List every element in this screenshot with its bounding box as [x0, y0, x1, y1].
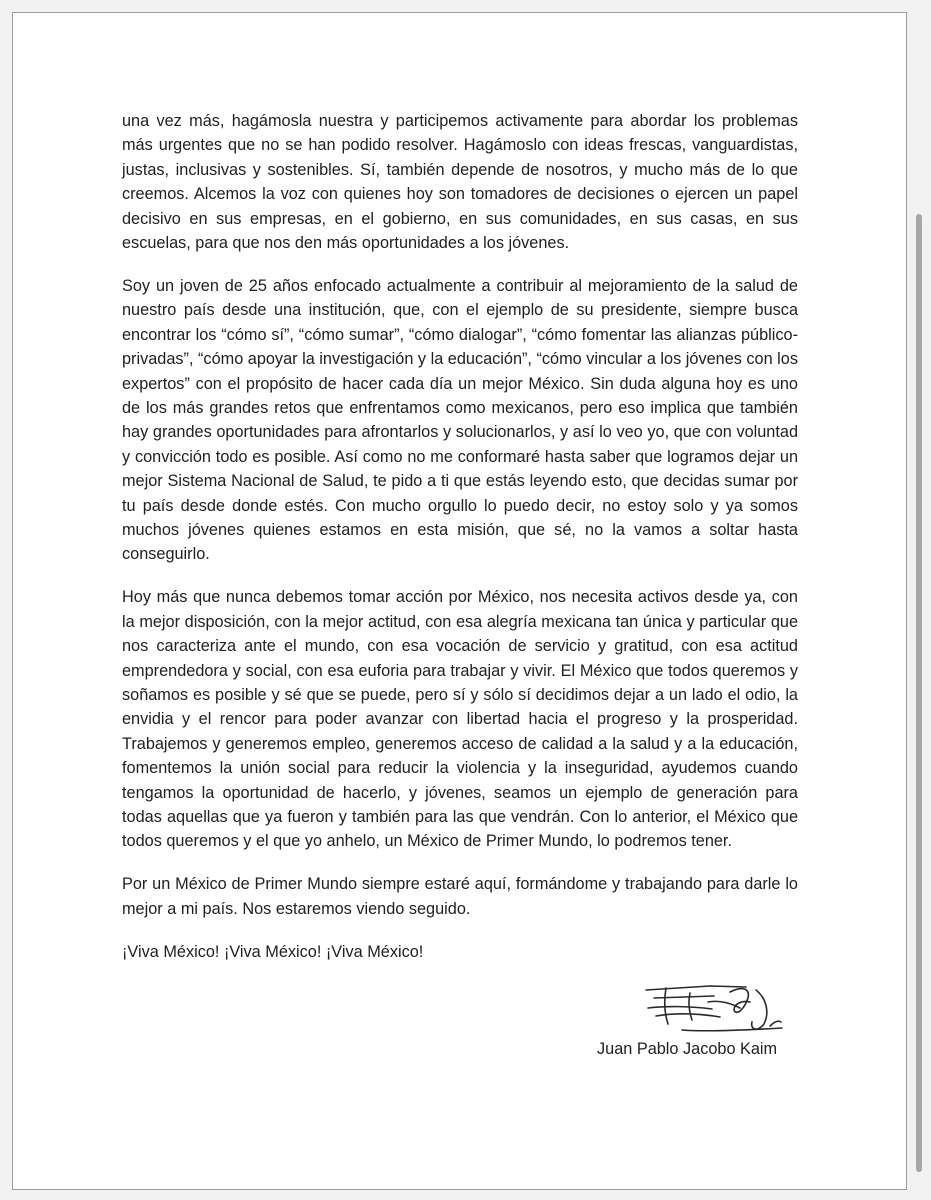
paragraph-1: una vez más, hagámosla nuestra y participemos activamente para abordar los problemas más urgentes que no se han podido resolver. Hagámoslo con ideas frescas, vanguardistas, justas, inclusivas y sostenibles. Sí, también depende de nosotros, y mucho más de lo que creemos. Alcemos la voz con quienes hoy son tomadores de decisiones o ejercen un papel decisivo en sus empresas, en el gobierno, en sus comunidades, en sus casas, en sus escuelas, para que nos den más oportunidades a los jóvenes. [122, 112, 798, 253]
scrollbar-thumb[interactable] [916, 214, 922, 1172]
closing-line: ¡Viva México! ¡Viva México! ¡Viva México! [122, 942, 424, 961]
paragraph-2: Soy un joven de 25 años enfocado actualmente a contribuir al mejoramiento de la salud de nuestro país desde una institución, que, con el ejemplo de su presidente, siempre busca encontrar los “cómo sí”, “cómo sumar”, “cómo dialogar”, “cómo fomentar las alianzas público-privadas”, “cómo apoyar la investigación y la educación”, “cómo vincular a los jóvenes con los expertos” con el propósito de hacer cada día un mejor México. Sin duda alguna hoy es uno de los más grandes retos que enfrentamos como mexicanos, pero eso implica que también hay grandes oportunidades para afrontarlos y solucionarlos, y así lo veo yo, que con voluntad y convicción todo es posible. Así como no me conformaré hasta saber que logramos dejar un mejor Sistema Nacional de Salud, te pido a ti que estás leyendo esto, que decidas sumar por tu país desde donde estés. Con mucho orgullo lo puedo decir, no estoy solo y ya somos muchos jóvenes quienes estamos en esta misión, que sé, no la vamos a soltar hasta conseguirlo. [122, 276, 798, 564]
paragraph-3: Hoy más que nunca debemos tomar acción por México, nos necesita activos desde ya, con la mejor disposición, con la mejor actitud, con esa alegría mexicana tan única y particular que nos caracteriza ante el mundo, con esa vocación de servicio y gratitud, con esa actitud emprendedora y social, con esa euforia para trabajar y vivir. El México que todos queremos y soñamos es posible y sé que se puede, pero sí y sólo sí decidimos dejar a un lado el odio, la envidia y el rencor para poder avanzar con libertad hacia el progreso y la prosperidad. Trabajemos y generemos empleo, generemos acceso de calidad a la salud y a la educación, fomentemos la unión social para reducir la violencia y la inseguridad, ayudemos cuando tengamos la oportunidad de hacerlo, y jóvenes, seamos un ejemplo de generación para todas aquellas que ya fueron y también para las que vendrán. Con lo anterior, el México que todos queremos y el que yo anhelo, un México de Primer Mundo, lo podremos tener. [122, 588, 798, 851]
signer-name: Juan Pablo Jacobo Kaim [597, 1040, 778, 1058]
paragraph-4: Por un México de Primer Mundo siempre estaré aquí, formándome y trabajando para darle lo mejor a mi país. Nos estaremos viendo seguido. [122, 875, 798, 918]
handwritten-signature [638, 978, 788, 1038]
letter-body [122, 109, 798, 964]
